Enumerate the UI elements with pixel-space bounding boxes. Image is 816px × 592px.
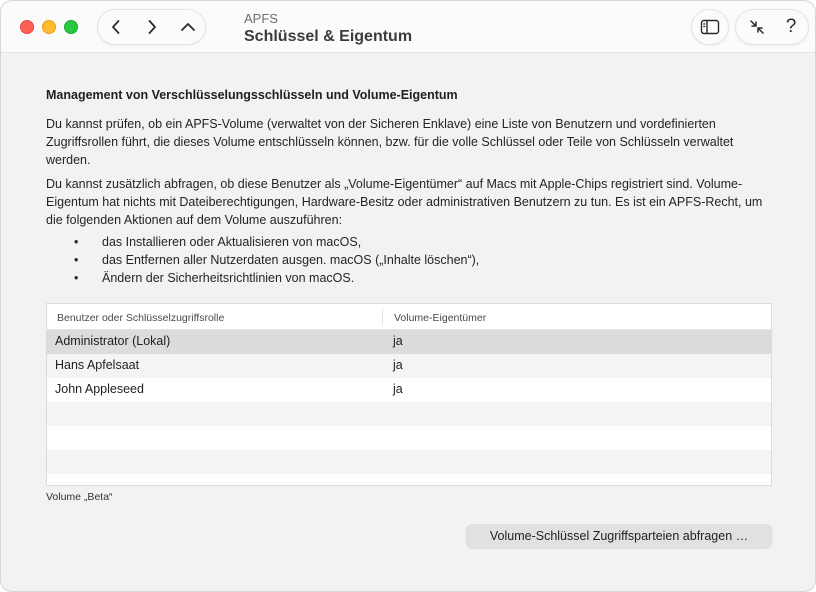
bullet-icon: • [74,235,79,249]
empty-row [47,426,771,450]
up-button[interactable] [170,10,206,44]
ownership-paragraph: Du kannst zusätzlich abfragen, ob diese Benutzer als „Volume-Eigentümer“ auf Macs mit Apple-Chips registriert sind. Volume-Eigentum hat nichts mit Dateiberechtigungen, Hardware-Besitz oder administrativen Benutzern zu tun. Es ist ein APFS-Recht, um die folgenden Aktionen auf dem Volume auszuführen: [46,177,763,227]
list-item: • das Installieren oder Aktualisieren von macOS, [74,235,362,249]
cell-owner: ja [393,334,403,348]
table-body [47,330,771,486]
sidebar-icon [700,19,720,35]
table-row[interactable] [47,330,771,354]
query-key-parties-button[interactable]: Volume-Schlüssel Zugriffsparteien abfragen … [466,524,772,548]
cell-owner: ja [393,358,403,372]
titlebar [1,1,815,53]
chevron-left-icon [110,19,122,35]
list-item: • Ändern der Sicherheitsrichtlinien von macOS. [74,271,355,285]
key-owners-table[interactable] [46,303,772,486]
toggle-sidebar-button[interactable] [691,9,729,45]
empty-row [47,450,771,474]
action-list [46,233,774,287]
chevron-up-icon [180,21,196,33]
empty-row [47,402,771,426]
shrink-window-button[interactable] [740,10,774,44]
column-divider[interactable] [382,309,383,325]
cell-user: John Appleseed [55,382,144,396]
table-row[interactable] [47,354,771,378]
navigation-group [97,9,206,45]
column-header-user[interactable]: Benutzer oder Schlüsselzugriffsrolle [57,312,225,324]
zoom-window-button[interactable] [64,20,78,34]
cell-user: Administrator (Lokal) [55,334,171,348]
close-window-button[interactable] [20,20,34,34]
bullet-icon: • [74,253,79,267]
section-heading: Management von Verschlüsselungsschlüsseln und Volume-Eigentum [46,88,458,102]
window-subtitle: APFS [244,11,278,26]
arrows-in-icon [748,18,766,36]
minimize-window-button[interactable] [42,20,56,34]
forward-button[interactable] [134,10,170,44]
help-button[interactable]: ? [785,16,797,37]
intro-paragraph: Du kannst prüfen, ob ein APFS-Volume (verwaltet von der Sicheren Enklave) eine Liste von Benutzern und vordefinierten Zugriffsrollen führt, die dieses Volume entschlüsseln können, bzw. für die volle Schlüssel oder Teile von Schlüsseln verwaltet werden. [46,117,734,167]
back-button[interactable] [98,10,134,44]
list-item: • das Entfernen aller Nutzerdaten ausgen. macOS („Inhalte löschen“), [74,253,480,267]
window-actions-group [735,9,809,45]
table-row[interactable] [47,378,771,402]
cell-owner: ja [393,382,403,396]
column-header-owner[interactable]: Volume-Eigentümer [394,312,487,324]
volume-caption: Volume „Beta“ [46,491,113,503]
table-header [47,304,771,330]
bullet-icon: • [74,271,79,285]
window-title: Schlüssel & Eigentum [244,28,413,45]
empty-row [47,474,771,486]
chevron-right-icon [146,19,158,35]
cell-user: Hans Apfelsaat [55,358,140,372]
